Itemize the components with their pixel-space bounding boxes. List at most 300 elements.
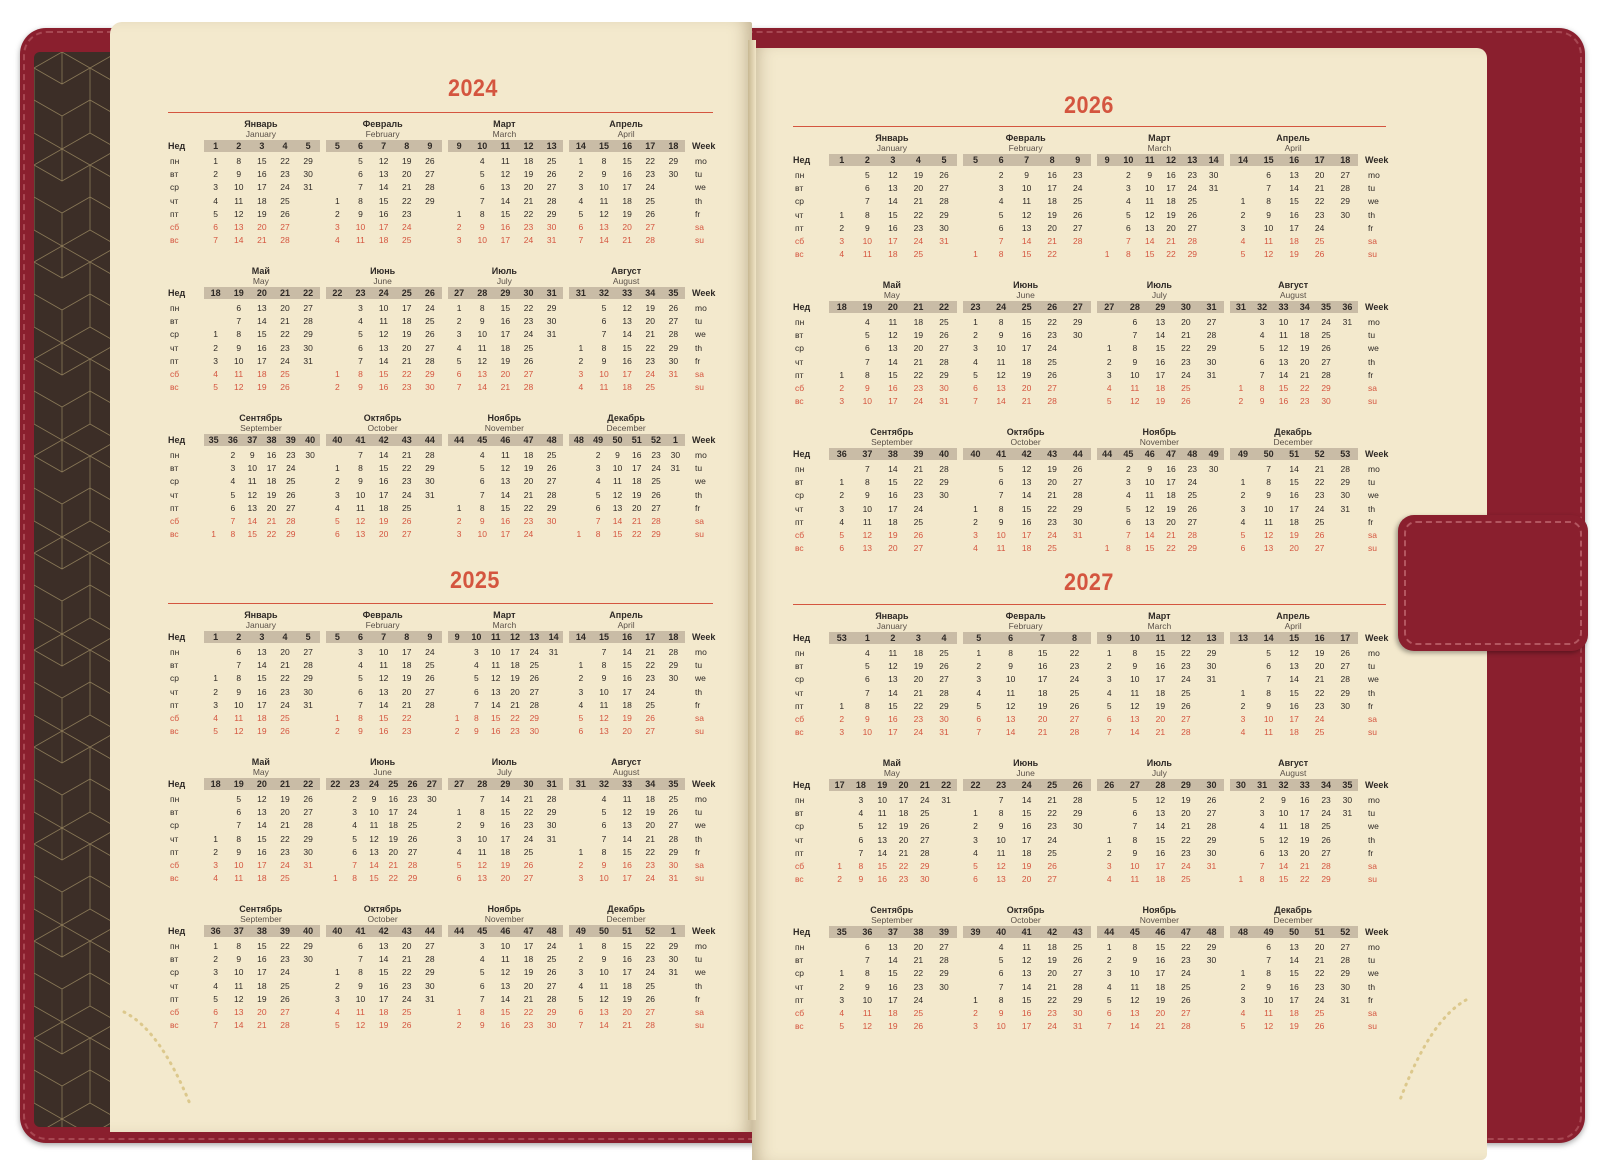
- day-number: 15: [1148, 941, 1174, 953]
- day-number: 31: [418, 993, 441, 1005]
- day-number: 14: [1139, 235, 1160, 247]
- day-number: 21: [517, 195, 540, 207]
- week-number: 35: [662, 778, 685, 790]
- day-number: 24: [906, 235, 932, 247]
- week-number: 53: [1332, 448, 1358, 460]
- day-number: 1: [1097, 647, 1123, 659]
- day-number: 30: [662, 168, 685, 180]
- day-number: 17: [517, 940, 540, 952]
- day-number: 10: [227, 181, 250, 193]
- day-number: 26: [273, 381, 296, 393]
- day-number: 14: [616, 646, 639, 658]
- day-number: 14: [872, 847, 893, 859]
- weekday-label: вс: [170, 725, 179, 737]
- week-number: 47: [517, 434, 540, 446]
- day-number: 15: [486, 712, 505, 724]
- day-number: 8: [227, 672, 250, 684]
- day-number: 3: [1097, 967, 1123, 979]
- day-number: 6: [345, 846, 364, 858]
- day-number: 5: [326, 1019, 349, 1031]
- week-number: 41: [349, 925, 372, 937]
- day-number: 14: [995, 726, 1027, 738]
- week-number: 15: [592, 140, 615, 152]
- day-number: 30: [1065, 820, 1091, 832]
- day-number: 8: [471, 208, 494, 220]
- day-number: 28: [1065, 489, 1091, 501]
- day-number: 4: [829, 248, 855, 260]
- day-number: 18: [1148, 873, 1174, 885]
- day-number: 27: [418, 940, 441, 952]
- day-number: 14: [372, 449, 395, 461]
- day-number: 7: [349, 699, 372, 711]
- day-number: 24: [1039, 342, 1065, 354]
- day-number: 31: [662, 966, 685, 978]
- weekday-label-en: tu: [695, 659, 702, 671]
- day-number: 20: [1014, 873, 1040, 885]
- day-number: 13: [1014, 967, 1040, 979]
- weekday-label: пт: [170, 846, 179, 858]
- day-number: 24: [1173, 967, 1199, 979]
- day-number: 10: [1256, 994, 1282, 1006]
- week-number: 41: [988, 448, 1014, 460]
- day-number: 24: [517, 234, 540, 246]
- day-number: 25: [517, 846, 540, 858]
- day-number: 25: [931, 647, 957, 659]
- day-number: 26: [931, 169, 957, 181]
- day-number: 19: [517, 168, 540, 180]
- day-number: 15: [616, 846, 639, 858]
- day-number: 10: [364, 806, 383, 818]
- day-number: 18: [1039, 195, 1065, 207]
- day-number: 20: [1039, 222, 1065, 234]
- day-number: 29: [540, 208, 563, 220]
- day-number: 29: [297, 155, 320, 167]
- week-number: 2: [855, 154, 881, 166]
- weekday-label-en: su: [695, 381, 704, 393]
- weekday-label-en: we: [1368, 967, 1379, 979]
- day-number: 23: [281, 449, 300, 461]
- day-number: 5: [569, 993, 592, 1005]
- day-number: 22: [639, 846, 662, 858]
- day-number: 31: [1065, 529, 1091, 541]
- day-number: 4: [569, 699, 592, 711]
- day-number: 14: [1014, 235, 1040, 247]
- day-number: 9: [988, 329, 1014, 341]
- day-number: 6: [1230, 542, 1256, 554]
- weekday-label-en: we: [1368, 489, 1379, 501]
- day-number: 4: [349, 659, 372, 671]
- week-number: 35: [204, 434, 223, 446]
- day-number: 12: [1281, 647, 1307, 659]
- week-number: 48: [1199, 926, 1225, 938]
- week-number: 36: [1337, 301, 1358, 313]
- day-number: 11: [494, 449, 517, 461]
- day-number: 17: [1160, 476, 1181, 488]
- day-number: 29: [418, 368, 441, 380]
- day-number: 9: [1122, 356, 1148, 368]
- day-number: 22: [627, 528, 646, 540]
- week-number: 41: [1014, 926, 1040, 938]
- day-number: 3: [326, 221, 349, 233]
- week-number: 8: [1059, 632, 1091, 644]
- month-header: Октябрь October: [326, 905, 440, 924]
- day-number: 21: [906, 356, 932, 368]
- day-number: 5: [569, 208, 592, 220]
- day-number: 29: [1315, 382, 1336, 394]
- week-number: 22: [931, 301, 957, 313]
- week-number: 30: [517, 287, 540, 299]
- day-number: 28: [1182, 529, 1203, 541]
- day-number: 5: [1230, 529, 1256, 541]
- week-number: 3: [250, 631, 273, 643]
- week-number: 7: [372, 140, 395, 152]
- day-number: 26: [1039, 369, 1065, 381]
- day-number: 14: [250, 315, 273, 327]
- month-header: Апрель April: [1230, 612, 1356, 631]
- week-number: 36: [223, 434, 242, 446]
- day-number: 2: [963, 329, 989, 341]
- day-number: 24: [395, 221, 418, 233]
- day-number: 10: [855, 395, 881, 407]
- day-number: 29: [1182, 248, 1203, 260]
- week-number: 31: [1252, 779, 1273, 791]
- weekday-label: вс: [170, 872, 179, 884]
- week-number: 21: [273, 287, 296, 299]
- day-number: 16: [627, 449, 646, 461]
- day-number: 4: [592, 793, 615, 805]
- day-number: 20: [505, 686, 524, 698]
- month-header: Сентябрь September: [829, 906, 955, 925]
- day-number: 16: [486, 725, 505, 737]
- day-number: 27: [931, 673, 957, 685]
- day-number: 17: [1148, 967, 1174, 979]
- day-number: 29: [297, 940, 320, 952]
- week-number: 5: [931, 154, 957, 166]
- day-number: 15: [494, 302, 517, 314]
- day-number: 19: [1039, 209, 1065, 221]
- day-number: 2: [1118, 169, 1139, 181]
- day-number: 10: [1273, 316, 1294, 328]
- weekday-label: пт: [170, 993, 179, 1005]
- day-number: 25: [1039, 356, 1065, 368]
- day-number: 30: [1199, 356, 1225, 368]
- day-number: 23: [1307, 489, 1333, 501]
- day-number: 17: [1148, 673, 1174, 685]
- day-number: 13: [880, 941, 906, 953]
- day-number: 23: [395, 381, 418, 393]
- day-number: 25: [906, 248, 932, 260]
- ned-label: Нед: [793, 301, 810, 313]
- weekday-label-en: we: [1368, 342, 1379, 354]
- day-number: 19: [517, 966, 540, 978]
- day-number: 26: [273, 208, 296, 220]
- day-number: 25: [1065, 195, 1091, 207]
- day-number: 4: [326, 1006, 349, 1018]
- day-number: 23: [906, 981, 932, 993]
- day-number: 17: [250, 699, 273, 711]
- day-number: 23: [1059, 660, 1091, 672]
- day-number: 10: [1122, 369, 1148, 381]
- day-number: 9: [988, 820, 1014, 832]
- week-number: 15: [1281, 632, 1307, 644]
- weekday-label: чт: [170, 489, 178, 501]
- week-number: 35: [829, 926, 855, 938]
- day-number: 3: [829, 726, 855, 738]
- week-number: 29: [494, 778, 517, 790]
- day-number: 30: [297, 342, 320, 354]
- day-number: 14: [372, 355, 395, 367]
- weekday-label: пт: [795, 994, 804, 1006]
- day-number: 20: [395, 940, 418, 952]
- day-number: 30: [931, 981, 957, 993]
- day-number: 29: [540, 302, 563, 314]
- month-header: Ноябрь November: [448, 414, 562, 433]
- day-number: 12: [855, 1020, 881, 1032]
- day-number: 10: [1139, 182, 1160, 194]
- day-number: 5: [1252, 834, 1273, 846]
- day-number: 5: [448, 859, 471, 871]
- day-number: 12: [1122, 395, 1148, 407]
- day-number: 10: [227, 859, 250, 871]
- day-number: 9: [592, 355, 615, 367]
- weekday-label: ср: [170, 672, 179, 684]
- day-number: 20: [1039, 967, 1065, 979]
- month-header: Октябрь October: [963, 906, 1089, 925]
- day-number: 23: [1182, 463, 1203, 475]
- day-number: 12: [995, 700, 1027, 712]
- day-number: 16: [616, 355, 639, 367]
- day-number: 16: [1148, 954, 1174, 966]
- day-number: 7: [963, 395, 989, 407]
- week-number: 32: [1273, 779, 1294, 791]
- day-number: 15: [1014, 503, 1040, 515]
- day-number: 30: [931, 222, 957, 234]
- weekday-label-en: we: [695, 819, 706, 831]
- day-number: 2: [1097, 847, 1123, 859]
- day-number: 11: [1139, 489, 1160, 501]
- day-number: 28: [418, 355, 441, 367]
- week-number: 36: [855, 926, 881, 938]
- day-number: 26: [1307, 529, 1333, 541]
- day-number: 14: [494, 489, 517, 501]
- day-number: 7: [569, 1019, 592, 1031]
- week-number: 16: [616, 631, 639, 643]
- day-number: 18: [1160, 195, 1181, 207]
- day-number: 13: [243, 502, 262, 514]
- weekday-label-en: mo: [695, 940, 707, 952]
- day-number: 11: [364, 819, 383, 831]
- week-number: 6: [349, 631, 372, 643]
- day-number: 22: [1173, 647, 1199, 659]
- day-number: 8: [988, 807, 1014, 819]
- week-number: 19: [872, 779, 893, 791]
- day-number: 18: [616, 381, 639, 393]
- week-number: 38: [262, 434, 281, 446]
- day-number: 14: [1281, 673, 1307, 685]
- day-number: 10: [471, 833, 494, 845]
- day-number: 4: [345, 819, 364, 831]
- weekday-label-en: su: [695, 872, 704, 884]
- day-number: 20: [395, 168, 418, 180]
- day-number: 24: [273, 699, 296, 711]
- weekday-label: вс: [795, 542, 804, 554]
- day-number: 24: [1039, 834, 1065, 846]
- weekday-label: вт: [795, 954, 803, 966]
- day-number: 1: [829, 860, 850, 872]
- week-number: 31: [1230, 301, 1251, 313]
- day-number: 30: [300, 449, 319, 461]
- week-number: 43: [1039, 448, 1065, 460]
- day-number: 11: [349, 1006, 372, 1018]
- week-number: 7: [1027, 632, 1059, 644]
- day-number: 26: [540, 168, 563, 180]
- day-number: 1: [1097, 248, 1118, 260]
- day-number: 24: [639, 872, 662, 884]
- day-number: 20: [1294, 847, 1315, 859]
- day-number: 6: [1097, 713, 1123, 725]
- day-number: 9: [227, 342, 250, 354]
- week-number: 4: [273, 631, 296, 643]
- day-number: 12: [1273, 834, 1294, 846]
- day-number: 22: [395, 712, 418, 724]
- week-number: 14: [1230, 154, 1256, 166]
- day-number: 29: [1332, 476, 1358, 488]
- day-number: 10: [988, 529, 1014, 541]
- day-number: 4: [448, 342, 471, 354]
- day-number: 1: [569, 342, 592, 354]
- day-number: 29: [931, 209, 957, 221]
- weekday-label-en: su: [1368, 248, 1377, 260]
- day-number: 27: [1065, 967, 1091, 979]
- day-number: 16: [880, 713, 906, 725]
- day-number: 28: [639, 1019, 662, 1031]
- day-number: 3: [326, 489, 349, 501]
- day-number: 29: [281, 528, 300, 540]
- day-number: 24: [639, 966, 662, 978]
- day-number: 1: [569, 155, 592, 167]
- day-number: 13: [372, 168, 395, 180]
- day-number: 21: [273, 659, 296, 671]
- day-number: 22: [1039, 994, 1065, 1006]
- week-number: 51: [627, 434, 646, 446]
- weekday-label-en: sa: [1368, 860, 1377, 872]
- day-number: 30: [422, 793, 441, 805]
- day-number: 26: [297, 793, 320, 805]
- day-number: 6: [1118, 222, 1139, 234]
- weekday-label: вс: [170, 1019, 179, 1031]
- day-number: 15: [250, 328, 273, 340]
- weekday-label: вс: [795, 726, 804, 738]
- day-number: 23: [906, 382, 932, 394]
- day-number: 28: [639, 234, 662, 246]
- week-number: 23: [349, 287, 372, 299]
- day-number: 18: [384, 819, 403, 831]
- day-number: 12: [494, 168, 517, 180]
- day-number: 2: [569, 953, 592, 965]
- week-number: 38: [880, 448, 906, 460]
- day-number: 6: [1256, 169, 1282, 181]
- day-number: 27: [1173, 713, 1199, 725]
- day-number: 16: [494, 515, 517, 527]
- day-number: 23: [1173, 660, 1199, 672]
- day-number: 23: [906, 489, 932, 501]
- day-number: 11: [486, 659, 505, 671]
- week-number: 24: [988, 301, 1014, 313]
- weekday-label: вт: [170, 315, 178, 327]
- day-number: 10: [592, 368, 615, 380]
- day-number: 11: [1122, 687, 1148, 699]
- day-number: 20: [372, 528, 395, 540]
- weekday-label-en: mo: [695, 793, 707, 805]
- day-number: 12: [1256, 248, 1282, 260]
- day-number: 27: [297, 302, 320, 314]
- week-number: 22: [297, 287, 320, 299]
- day-number: 9: [592, 859, 615, 871]
- day-number: 1: [204, 833, 227, 845]
- day-number: 1: [1097, 542, 1118, 554]
- week-label: Week: [692, 778, 715, 790]
- day-number: 21: [262, 515, 281, 527]
- weekday-label-en: tu: [1368, 182, 1375, 194]
- week-number: 42: [1014, 448, 1040, 460]
- day-number: 15: [616, 659, 639, 671]
- weekday-label-en: tu: [695, 168, 702, 180]
- week-number: 9: [418, 631, 441, 643]
- ned-label: Нед: [793, 779, 810, 791]
- day-number: 31: [540, 833, 563, 845]
- day-number: 19: [1173, 794, 1199, 806]
- week-number: 46: [1148, 926, 1174, 938]
- week-number: 46: [494, 434, 517, 446]
- day-number: 10: [486, 646, 505, 658]
- day-number: 31: [1203, 182, 1224, 194]
- weekday-label-en: we: [695, 672, 706, 684]
- day-number: 6: [855, 342, 881, 354]
- week-number: 35: [1315, 301, 1336, 313]
- day-number: 19: [639, 806, 662, 818]
- week-number: 18: [662, 140, 685, 152]
- day-number: 6: [1252, 847, 1273, 859]
- day-number: 22: [517, 302, 540, 314]
- day-number: 22: [893, 860, 914, 872]
- day-number: 11: [592, 699, 615, 711]
- day-number: 7: [204, 234, 227, 246]
- day-number: 19: [1027, 700, 1059, 712]
- closure-strap[interactable]: [1398, 515, 1588, 651]
- day-number: 22: [1059, 647, 1091, 659]
- day-number: 9: [349, 980, 372, 992]
- day-number: 8: [592, 846, 615, 858]
- day-number: 1: [963, 316, 989, 328]
- day-number: 9: [227, 686, 250, 698]
- day-number: 6: [569, 1006, 592, 1018]
- day-number: 13: [1273, 356, 1294, 368]
- day-number: 3: [569, 686, 592, 698]
- day-number: 6: [204, 221, 227, 233]
- week-number: 31: [569, 287, 592, 299]
- day-number: 25: [395, 502, 418, 514]
- day-number: 18: [1148, 382, 1174, 394]
- day-number: 12: [1148, 794, 1174, 806]
- week-number: 15: [592, 631, 615, 643]
- day-number: 20: [906, 941, 932, 953]
- day-number: 17: [616, 872, 639, 884]
- week-number: 49: [589, 434, 608, 446]
- weekday-label-en: tu: [1368, 329, 1375, 341]
- week-number: 38: [250, 925, 273, 937]
- day-number: 13: [608, 502, 627, 514]
- day-number: 12: [1256, 529, 1282, 541]
